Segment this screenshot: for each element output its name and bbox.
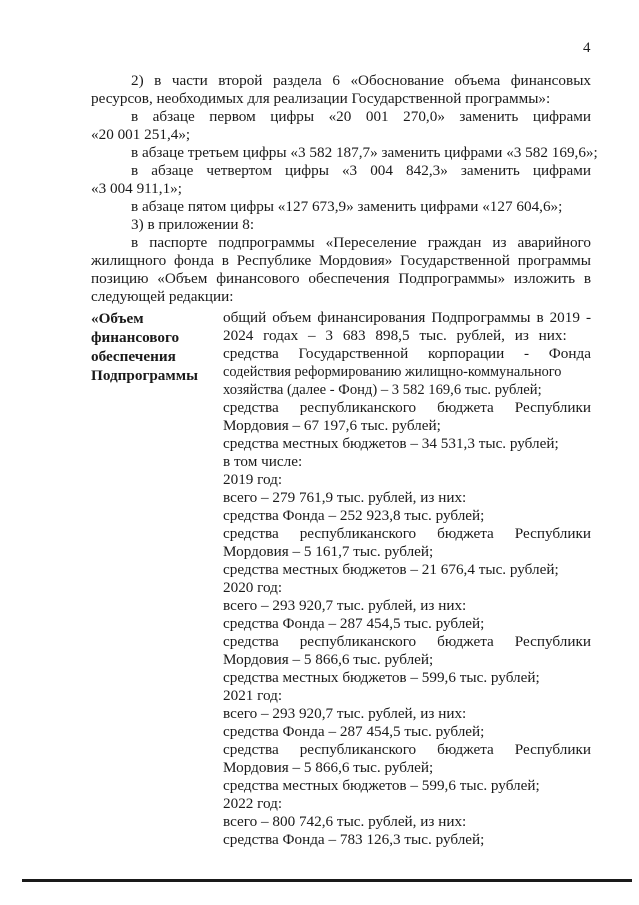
table-content-line: средства местных бюджетов – 599,6 тыс. рублей; [223, 669, 540, 686]
table-content-line: Мордовия – 5 866,6 тыс. рублей; [223, 651, 434, 668]
table-label-line: Подпрограммы [91, 367, 198, 384]
table-content-line: 2024 годах – 3 683 898,5 тыс. рублей, из них: [223, 327, 567, 344]
table-content-line: Мордовия – 5 866,6 тыс. рублей; [223, 759, 434, 776]
table-content-line: средства местных бюджетов – 599,6 тыс. рублей; [223, 777, 540, 794]
amendment-line: жилищного фонда в Республике Мордовия» Государственной программы [91, 252, 591, 269]
table-content-line: хозяйства (далее - Фонд) – 3 582 169,6 тыс. рублей; [223, 382, 542, 398]
table-content-line: всего – 293 920,7 тыс. рублей, из них: [223, 705, 467, 722]
table-content-line: Мордовия – 5 161,7 тыс. рублей; [223, 543, 434, 560]
table-content-line: 2020 год: [223, 579, 283, 596]
amendment-line: позицию «Объем финансового обеспечения Подпрограммы» изложить в [91, 270, 591, 287]
page-number: 4 [583, 40, 591, 56]
table-content-line: 2022 год: [223, 795, 283, 812]
amendment-line: в абзаце первом цифры «20 001 270,0» заменить цифрами [131, 108, 591, 125]
amendment-line: 2) в части второй раздела 6 «Обоснование объема финансовых [131, 72, 591, 89]
table-content-line: средства республиканского бюджета Республики [223, 525, 591, 542]
table-content-line: в том числе: [223, 453, 303, 470]
table-content-line: средства республиканского бюджета Республики [223, 633, 591, 650]
table-label-line: обеспечения [91, 348, 176, 365]
amendment-line: следующей редакции: [91, 288, 234, 305]
table-content-line: средства Фонда – 287 454,5 тыс. рублей; [223, 615, 485, 632]
table-content-line: средства Фонда – 783 126,3 тыс. рублей; [223, 831, 485, 848]
bottom-rule [22, 879, 632, 882]
table-content-line: средства Фонда – 252 923,8 тыс. рублей; [223, 507, 485, 524]
amendment-line: «20 001 251,4»; [91, 126, 191, 143]
table-content-line: средства местных бюджетов – 21 676,4 тыс. рублей; [223, 561, 559, 578]
amendment-line: в абзаце третьем цифры «3 582 187,7» заменить цифрами «3 582 169,6»; [131, 144, 598, 161]
table-content-line: общий объем финансирования Подпрограммы в 2019 - [223, 309, 591, 326]
table-label-line: финансового [91, 329, 180, 346]
amendment-line: ресурсов, необходимых для реализации Государственной программы»: [91, 90, 551, 107]
table-content-line: всего – 279 761,9 тыс. рублей, из них: [223, 489, 467, 506]
table-content-line: средства республиканского бюджета Республики [223, 741, 591, 758]
table-content-line: всего – 800 742,6 тыс. рублей, из них: [223, 813, 467, 830]
table-content-line: средства Фонда – 287 454,5 тыс. рублей; [223, 723, 485, 740]
table-content-line: средства местных бюджетов – 34 531,3 тыс. рублей; [223, 435, 559, 452]
amendment-line: в паспорте подпрограммы «Переселение граждан из аварийного [131, 234, 591, 251]
table-content-line: Мордовия – 67 197,6 тыс. рублей; [223, 417, 441, 434]
table-content-line: 2021 год: [223, 687, 283, 704]
table-content-line: средства республиканского бюджета Республики [223, 399, 591, 416]
amendment-line: «3 004 911,1»; [91, 180, 182, 197]
amendment-line: в абзаце четвертом цифры «3 004 842,3» заменить цифрами [131, 162, 591, 179]
table-content-line: средства Государственной корпорации - Фонда [223, 345, 591, 362]
amendment-line: в абзаце пятом цифры «127 673,9» заменить цифрами «127 604,6»; [131, 198, 563, 215]
table-content-line: 2019 год: [223, 471, 283, 488]
amendment-line: 3) в приложении 8: [131, 216, 255, 233]
table-content-line: всего – 293 920,7 тыс. рублей, из них: [223, 597, 467, 614]
table-content-line: содействия реформированию жилищно-коммунального [223, 364, 562, 380]
table-label-line: «Объем [91, 310, 144, 327]
